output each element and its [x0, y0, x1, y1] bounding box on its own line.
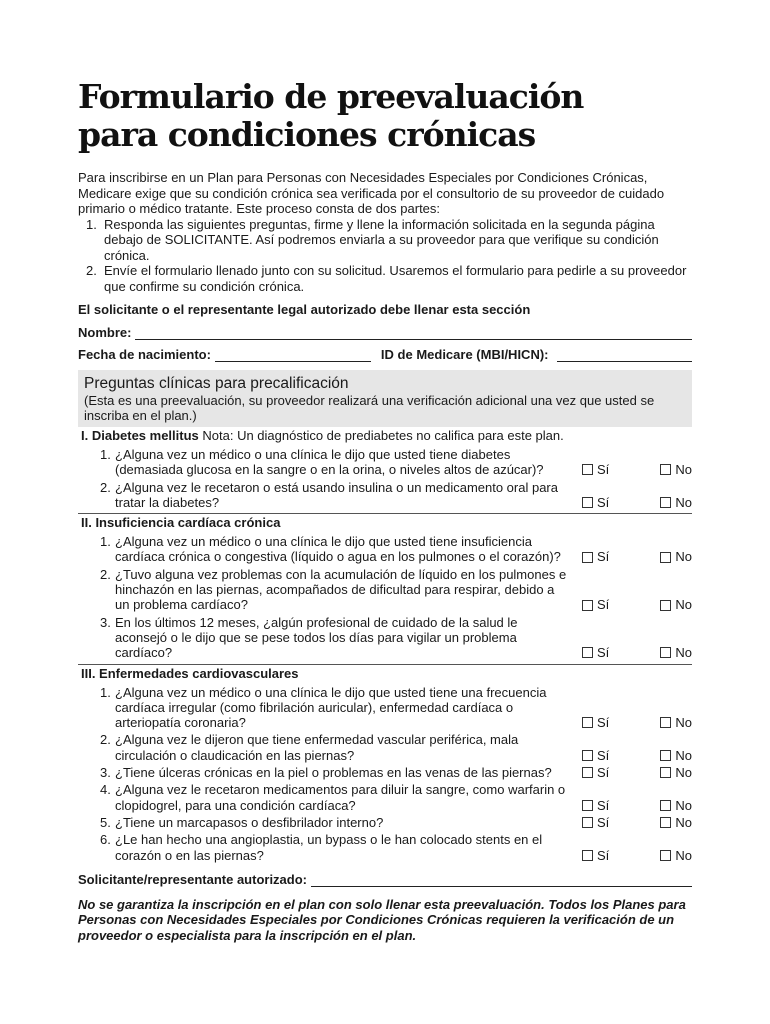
- yes-checkbox[interactable]: [582, 850, 593, 861]
- no-option[interactable]: [660, 748, 692, 763]
- no-label: No: [675, 747, 692, 763]
- question-number: 2.: [100, 479, 111, 495]
- no-checkbox[interactable]: [660, 552, 671, 563]
- question-text: ¿Alguna vez le dijeron que tiene enfermedad vascular periférica, mala circulación o claudicación en las piernas?: [115, 732, 519, 763]
- question-item: [100, 815, 692, 830]
- yes-checkbox[interactable]: [582, 552, 593, 563]
- signature-field[interactable]: [311, 873, 692, 887]
- yes-label: Sí: [597, 462, 610, 478]
- question-item: [100, 782, 692, 813]
- yes-checkbox[interactable]: [582, 600, 593, 611]
- yes-checkbox[interactable]: [582, 717, 593, 728]
- no-option[interactable]: [660, 848, 692, 863]
- category-note: Nota: Un diagnóstico de prediabetes no califica para este plan.: [202, 428, 564, 443]
- step-item: [78, 217, 692, 264]
- answer-options: [582, 748, 692, 763]
- yes-option[interactable]: [582, 748, 609, 763]
- question-text: En los últimos 12 meses, ¿algún profesional de cuidado de la salud le aconsejó o le dijo que se pese todos los días para vigilar un problema cardíaco?: [115, 614, 518, 661]
- question-text: ¿Alguna vez un médico o una clínica le dijo que usted tiene insuficiencia cardíaca crónica o congestiva (líquido o agua en los pulmones o el corazón)?: [115, 534, 561, 565]
- questions-container: [78, 427, 692, 863]
- category-header: [78, 664, 692, 683]
- yes-label: Sí: [597, 597, 610, 613]
- clinical-questions-subtitle: (Esta es una preevaluación, su proveedor realizará una verificación adicional una vez que usted se inscriba en el plan.): [84, 393, 655, 423]
- yes-option[interactable]: [582, 549, 609, 564]
- question-number: 4.: [100, 782, 111, 798]
- clinical-questions-header: [78, 370, 692, 427]
- title-line-2: para condiciones crónicas: [78, 115, 536, 154]
- step-number: 1.: [86, 216, 97, 232]
- yes-option[interactable]: [582, 597, 609, 612]
- yes-option[interactable]: [582, 848, 609, 863]
- question-number: 2.: [100, 732, 111, 748]
- clinical-questions-title: Preguntas clínicas para precalificación: [84, 375, 349, 392]
- yes-option[interactable]: [582, 715, 609, 730]
- answer-options: [582, 495, 692, 510]
- no-option[interactable]: [660, 495, 692, 510]
- question-item: [100, 765, 692, 780]
- steps-list: [78, 217, 692, 295]
- yes-checkbox[interactable]: [582, 800, 593, 811]
- yes-option[interactable]: [582, 495, 609, 510]
- no-option[interactable]: [660, 645, 692, 660]
- no-option[interactable]: [660, 549, 692, 564]
- question-item: [100, 534, 692, 565]
- no-checkbox[interactable]: [660, 800, 671, 811]
- yes-option[interactable]: [582, 645, 609, 660]
- step-text: Envíe el formulario llenado junto con su solicitud. Usaremos el formulario para pedirle a su proveedor que confirme su condición crónica.: [104, 263, 687, 294]
- answer-options: [582, 765, 692, 780]
- no-label: No: [675, 715, 692, 731]
- category-title: III. Enfermedades cardiovasculares: [81, 665, 299, 681]
- no-label: No: [675, 462, 692, 478]
- no-checkbox[interactable]: [660, 647, 671, 658]
- yes-option[interactable]: [582, 815, 609, 830]
- dob-id-row: [78, 340, 692, 362]
- yes-label: Sí: [597, 814, 610, 830]
- dob-label: Fecha de nacimiento:: [78, 347, 211, 362]
- question-item: [100, 567, 692, 613]
- yes-label: Sí: [597, 549, 610, 565]
- answer-options: [582, 815, 692, 830]
- form-page: [78, 78, 692, 943]
- yes-checkbox[interactable]: [582, 647, 593, 658]
- question-number: 1.: [100, 447, 111, 462]
- yes-label: Sí: [597, 847, 610, 863]
- answer-options: [582, 549, 692, 564]
- question-number: 2.: [100, 566, 111, 582]
- no-option[interactable]: [660, 765, 692, 780]
- dob-field[interactable]: [215, 348, 371, 362]
- medicare-id-label: ID de Medicare (MBI/HICN):: [380, 347, 549, 362]
- step-item: [78, 263, 692, 294]
- category-header: [78, 427, 692, 445]
- answer-options: [582, 848, 692, 863]
- intro-text: Para inscribirse en un Plan para Personas con Necesidades Especiales por Condiciones Crónicas, Medicare exige que su condición crónica sea verificada por el consultorio de su proveedor de cuidado primario o médico tratante. Este proceso consta de dos partes:: [78, 170, 665, 216]
- no-checkbox[interactable]: [660, 767, 671, 778]
- category-title: I. Diabetes mellitus: [81, 428, 199, 443]
- yes-option[interactable]: [582, 798, 609, 813]
- signature-row: [78, 865, 692, 887]
- no-option[interactable]: [660, 798, 692, 813]
- answer-options: [582, 798, 692, 813]
- no-option[interactable]: [660, 715, 692, 730]
- yes-option[interactable]: [582, 765, 609, 780]
- no-checkbox[interactable]: [660, 817, 671, 828]
- name-label: Nombre:: [78, 325, 132, 340]
- no-label: No: [675, 597, 692, 613]
- question-item: [100, 732, 692, 763]
- yes-checkbox[interactable]: [582, 497, 593, 508]
- page-title: [78, 78, 692, 154]
- no-label: No: [675, 797, 692, 813]
- yes-option[interactable]: [582, 462, 609, 477]
- question-text: ¿Le han hecho una angioplastia, un bypass o le han colocado stents en el corazón o en las piernas?: [115, 832, 543, 863]
- yes-checkbox[interactable]: [582, 817, 593, 828]
- question-item: [100, 615, 692, 661]
- no-label: No: [675, 645, 692, 661]
- question-item: [100, 447, 692, 478]
- disclaimer-note: No se garantiza la inscripción en el plan con solo llenar esta preevaluación. Todos los Planes para Personas con Necesidades Especiales por Condiciones Crónicas requieren la verificación de un proveedor o especialista para la inscripción en el plan.: [78, 896, 686, 943]
- no-label: No: [675, 847, 692, 863]
- step-text: Responda las siguientes preguntas, firme y llene la información solicitada en la segunda página debajo de SOLICITANTE. Así podremos enviarla a su proveedor para que verifique su condición crónica.: [104, 216, 659, 263]
- answer-options: [582, 645, 692, 660]
- question-item: [100, 832, 692, 863]
- signature-label: Solicitante/representante autorizado:: [78, 871, 307, 887]
- yes-label: Sí: [597, 747, 610, 763]
- yes-label: Sí: [597, 797, 610, 813]
- yes-label: Sí: [597, 715, 610, 731]
- yes-checkbox[interactable]: [582, 750, 593, 761]
- medicare-id-field[interactable]: [557, 348, 693, 362]
- question-number: 6.: [100, 832, 111, 848]
- question-text: ¿Tiene un marcapasos o desfibrilador interno?: [115, 814, 384, 830]
- question-text: ¿Alguna vez un médico o una clínica le dijo que usted tiene una frecuencia cardíaca irregular (como fibrilación auricular), enfermedad cardíaca o arteriopatía coronaria?: [115, 684, 547, 731]
- no-label: No: [675, 814, 692, 830]
- question-item: [100, 480, 692, 511]
- question-number: 5.: [100, 814, 111, 830]
- question-number: 1.: [100, 534, 111, 550]
- category-header: [78, 513, 692, 532]
- no-checkbox[interactable]: [660, 464, 671, 475]
- question-text: ¿Alguna vez le recetaron o está usando insulina o un medicamento oral para tratar la diabetes?: [115, 479, 558, 510]
- question-text: ¿Tuvo alguna vez problemas con la acumulación de líquido en los pulmones e hinchazón en las piernas, acompañados de dificultad para respirar, debido a un problema cardíaco?: [115, 566, 567, 613]
- question-text: ¿Alguna vez un médico o una clínica le dijo que usted tiene diabetes (demasiada glucosa en la sangre o en la orina, o niveles altos de azúcar)?: [115, 447, 544, 478]
- name-field-row: [78, 318, 692, 340]
- yes-label: Sí: [597, 765, 610, 781]
- no-checkbox[interactable]: [660, 717, 671, 728]
- question-text: ¿Alguna vez le recetaron medicamentos para diluir la sangre, como warfarin o clopidogrel, para una condición cardíaca?: [115, 782, 566, 813]
- question-item: [100, 685, 692, 731]
- no-label: No: [675, 765, 692, 781]
- yes-checkbox[interactable]: [582, 767, 593, 778]
- applicant-section-note: El solicitante o el representante legal autorizado debe llenar esta sección: [78, 302, 531, 317]
- answer-options: [582, 597, 692, 612]
- no-option[interactable]: [660, 815, 692, 830]
- yes-checkbox[interactable]: [582, 464, 593, 475]
- no-checkbox[interactable]: [660, 497, 671, 508]
- question-number: 1.: [100, 684, 111, 700]
- step-number: 2.: [86, 263, 97, 278]
- no-label: No: [675, 494, 692, 510]
- no-checkbox[interactable]: [660, 750, 671, 761]
- no-checkbox[interactable]: [660, 600, 671, 611]
- question-number: 3.: [100, 614, 111, 630]
- answer-options: [582, 462, 692, 477]
- question-number: 3.: [100, 765, 111, 781]
- no-checkbox[interactable]: [660, 850, 671, 861]
- title-line-1: Formulario de preevaluación: [78, 77, 584, 116]
- no-option[interactable]: [660, 462, 692, 477]
- no-option[interactable]: [660, 597, 692, 612]
- answer-options: [582, 715, 692, 730]
- no-label: No: [675, 549, 692, 565]
- question-text: ¿Tiene úlceras crónicas en la piel o problemas en las venas de las piernas?: [115, 765, 552, 781]
- yes-label: Sí: [597, 645, 610, 661]
- yes-label: Sí: [597, 494, 610, 510]
- category-title: II. Insuficiencia cardíaca crónica: [81, 515, 281, 531]
- name-field[interactable]: [135, 326, 692, 340]
